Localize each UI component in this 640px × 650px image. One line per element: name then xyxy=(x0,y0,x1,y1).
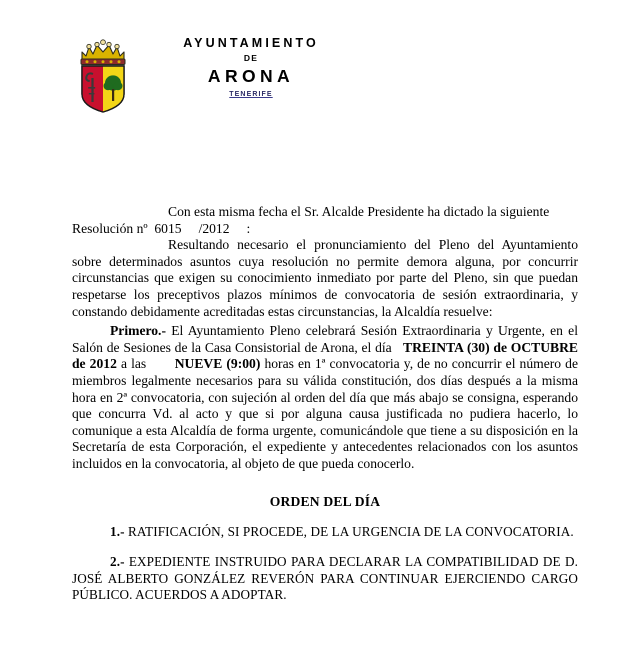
resolution-number: 6015 xyxy=(154,220,182,236)
first-clause-text-2: a las xyxy=(116,356,147,372)
org-line-de: DE xyxy=(243,53,259,63)
intro-paragraph xyxy=(72,204,578,237)
org-line-ayuntamiento: AYUNTAMIENTO xyxy=(183,36,319,50)
first-clause-bold-time: NUEVE (9:00) xyxy=(174,356,261,372)
resolution-label: Resolución nº xyxy=(72,220,148,236)
first-clause-paragraph xyxy=(72,323,578,472)
intro-line1: Con esta misma fecha el Sr. Alcalde Presidente ha dictado la siguiente xyxy=(168,204,550,219)
agenda-item-2-number: 2.- xyxy=(110,554,125,570)
first-clause-text-1: El Ayuntamiento Pleno celebrará Sesión Extraordinaria y Urgente, en el Salón de Sesiones de la Casa Consistorial de Arona, el día xyxy=(72,323,578,355)
first-clause-bold-date: TREINTA (30) de OCTUBRE de 2012 xyxy=(72,339,578,372)
first-clause-text-3: horas en 1ª convocatoria y, de no concurrir el número de miembros legalmente necesarios para su válida constitución, dos días después a la misma hora en 2ª convocatoria, con sujeción al orden del día que más abajo se consigna, esperando que concurra Vd. al acto y que si por alguna causa justificada no pudiera hacerlo, lo comunique a esta Alcaldía de forma urgente, comunicándole que tiene a su disposición en la Secretaría de esta Corporación, el expediente y antecedentes relacionados con los asuntos incluidos en la convocatoria, al objeto de que pueda conocerlo. xyxy=(72,356,578,471)
agenda-item-2 xyxy=(72,554,578,604)
coat-of-arms-icon xyxy=(74,38,132,116)
agenda-heading: ORDEN DEL DÍA xyxy=(269,493,381,509)
resolution-colon: : xyxy=(246,220,251,236)
org-line-tenerife: TENERIFE xyxy=(229,91,273,98)
document-body xyxy=(72,204,578,604)
first-clause-label: Primero.- xyxy=(110,323,166,339)
agenda-item-1-text: RATIFICACIÓN, SI PROCEDE, DE LA URGENCIA DE LA CONVOCATORIA. xyxy=(124,523,574,539)
org-line-arona: ARONA xyxy=(207,66,295,86)
agenda-item-1 xyxy=(72,524,578,541)
letterhead xyxy=(0,0,640,130)
recital-paragraph: Resultando necesario el pronunciamiento del Pleno del Ayuntamiento sobre determinados asuntos cuya resolución no permite demora alguna, por concurrir circunstancias que exigen su conocimiento inmediato por parte del Pleno, sin que puedan respetarse los preceptivos plazos mínimos de convocatoria de sesión extraordinaria, y constando debidamente acreditadas estas circunstancias, la Alcaldía resuelve: xyxy=(72,237,578,319)
agenda-item-1-number: 1.- xyxy=(110,523,125,539)
organization-name-block xyxy=(136,36,366,100)
resolution-year: /2012 xyxy=(198,220,230,236)
agenda-item-2-text: EXPEDIENTE INSTRUIDO PARA DECLARAR LA COMPATIBILIDAD DE D. JOSÉ ALBERTO GONZÁLEZ REVERÓN PARA CONTINUAR EJERCIENDO CARGO PÚBLICO. ACUERDOS A ADOPTAR. xyxy=(72,554,578,603)
